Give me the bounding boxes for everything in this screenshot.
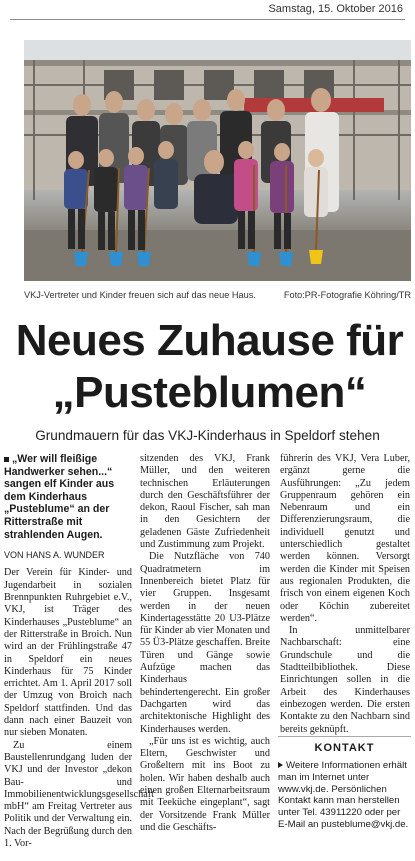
triangle-bullet-icon [278, 762, 283, 768]
top-rule [10, 19, 405, 20]
contact-title: KONTAKT [314, 742, 375, 754]
paragraph: führerin des VKJ, Vera Luber, ergänzt gerne die Ausführungen: „Zu jedem Gruppenraum gehören ein Nebenraum und ein Differenzierungsraum, die individuell genutzt und unterschiedlich gestaltet werden können. Versorgt werden die Kinder mit Speisen aus regionalen Produkten, die frisch von einem eigenen Koch oder Köchin zubereitet werden“. [280, 453, 410, 624]
contact-box [278, 736, 411, 831]
headline [12, 315, 407, 419]
photo-caption [24, 290, 411, 300]
teaser-body: „Wer will fleißige Handwerker sehen...“ sangen elf Kinder aus dem Kinderhaus „Pusteblume“ an der Ritterstraße mit strahlenden Augen. [4, 453, 115, 541]
paragraph: Der Verein für Kinder- und Jugendarbeit in sozialen Brennpunkten Ruhrgebiet e.V., VKJ, ist Träger des Kinderhauses „Pusteblume“ an der Ritterstraße in Broich. Nun wird an der Frühlingstraße 47 in Speldorf ein neues Kinderhaus für 75 Kinder errichtet. Am 1. April 2017 soll der Umzug von Broich nach Speldorf stattfinden. Und das dann nach einer Bauzeit von nur sieben Monaten. [4, 567, 132, 739]
paragraph: Die Nutzfläche von 740 Quadratmetern im Innenbereich bietet Platz für vier Gruppen. Insgesamt werden in der neuen Kindertagesstätte 20 U3-Plätze für Kinder ab vier Monaten und 55 Ü3-Plätze geschaffen. Breite Türen und Gänge sowie Aufzüge machen das Kinderhaus behindertengerecht. Ein großer Dachgarten wird das architektonische Highlight des Kinderhauses werden. [140, 551, 270, 735]
paragraph: sitzenden des VKJ, Frank Müller, und den weiteren technischen Erläuterungen durch den Geschäftsführer der dekon, Raoul Fischer, sah man in den Gesichtern der geladenen Gäste Zufriedenheit und Zustimmung zum Projekt. [140, 453, 270, 551]
teaser-text [4, 453, 132, 541]
headline-line-1: Neues Zuhause für [15, 316, 404, 365]
subheadline: Grundmauern für das VKJ-Kinderhaus in Speldorf stehen [35, 428, 380, 443]
headline-line-2: „Pusteblumen“ [52, 368, 367, 417]
paragraph: „Für uns ist es wichtig, auch Eltern, Geschwister und Großeltern mit ins Boot zu holen. Wir haben deshalb auch einen großen Elternarbeitsraum mit Teeküche eingeplant“, sagt der Vorsitzende Frank Müller und die Geschäfts- [140, 735, 270, 833]
contact-text [278, 760, 411, 831]
article-column-1 [4, 453, 154, 850]
article-column-3 [280, 453, 410, 736]
article-photo [24, 40, 411, 281]
photo-credit: Foto:PR-Fotografie Köhring/TR [283, 290, 411, 300]
issue-date: Samstag, 15. Oktober 2016 [268, 3, 403, 15]
bullet-icon [4, 457, 9, 462]
article-column-2 [140, 453, 270, 834]
construction-site-group-photo [24, 40, 411, 281]
byline: VON HANS A. WUNDER [4, 550, 105, 561]
paragraph: In unmittelbarer Nachbarschaft: eine Grundschule und die Stadtteilbibliothek. Diese Einrichtungen sollen in die Arbeit des Kinderhauses einbezogen werden. Die ersten Kontakte zu den Nachbarn sind bereits geknüpft. [280, 625, 410, 735]
caption-text: VKJ-Vertreter und Kinder freuen sich auf das neue Haus. [24, 290, 256, 300]
paragraph: Zu einem Baustellenrundgang luden der VKJ und der Investor „dekon Bau- und Immobilienentwicklungsgesellschaft mbH“ am Freitag Vertreter aus Politik und der Verwaltung ein. Nach der Begrüßung durch den 1. Vor- [4, 739, 154, 849]
contact-body: Weitere Informationen erhält man im Internet unter www.vkj.de. Persönlichen Kontakt kann man herstellen unter Tel. 43911220 oder per E-Mail an pusteblume@vkj.de. [278, 760, 409, 830]
